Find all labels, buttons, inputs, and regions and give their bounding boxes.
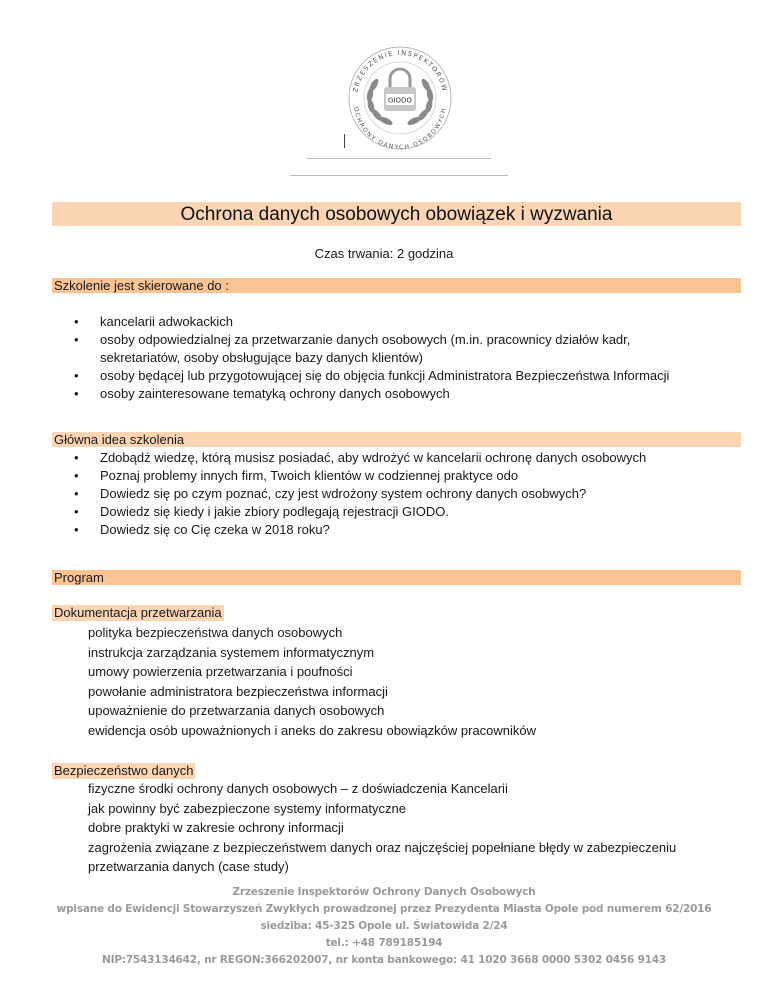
list-item [52,503,732,521]
header-divider-2 [290,175,508,176]
list-item-text: kancelarii adwokackich [100,314,233,329]
bullet-icon: • [74,332,79,347]
list-item: umowy powierzenia przetwarzania i poufności [88,664,353,679]
cursor-mark [344,134,345,148]
audience-heading [52,278,741,293]
list-item: upoważnienie do przetwarzania danych osobowych [88,703,385,718]
program-heading [52,570,741,585]
list-item: powołanie administratora bezpieczeństwa informacji [88,683,388,699]
bullet-icon: • [74,522,79,537]
list-item-text: Zdobądź wiedzę, którą musisz posiadać, aby wdrożyć w kancelarii ochronę danych osobowych [100,450,647,465]
list-item-text: osoby będącej lub przygotowującej się do objęcia funkcji Administratora Bezpieczeństwa Informacji [100,368,670,383]
list-item: przetwarzania danych (case study) [88,859,289,874]
list-item-text: sekretariatów, osoby obsługujące bazy danych klientów) [100,350,424,365]
list-item: zagrożenia związane z bezpieczeństwem danych oraz najczęściej popełniane błędy w zabezpieczeniu [88,839,677,855]
list-item-text: osoby zainteresowane tematyką ochrony danych osobowych [100,386,450,401]
footer-line: Zrzeszenie Inspektorów Ochrony Danych Osobowych [232,886,536,898]
list-item [52,485,732,503]
list-item: jak powinny być zabezpieczone systemy informatyczne [88,800,406,816]
bullet-icon: • [74,450,79,465]
security-heading: Bezpieczeństwo danych [54,763,194,778]
seal-top-text: ZRZESZENIE INSPEKTORÓW [351,48,449,94]
bullet-icon: • [74,386,79,401]
list-item: polityka bezpieczeństwa danych osobowych [88,625,343,640]
documentation-list [88,623,738,740]
list-item [52,449,732,467]
list-item-text: Dowiedz się co Cię czeka w 2018 roku? [100,522,330,537]
svg-text:OCHRONY DANYCH OSOBOWYCH [352,107,448,151]
list-item-text: Dowiedz się po czym poznać, czy jest wdrożony system ochrony danych osobwych? [100,486,587,501]
idea-heading [52,432,741,447]
security-list [88,779,738,877]
seal-center-text: GIODO [388,96,412,105]
list-item-text: Dowiedz się kiedy i jakie zbiory podlegają rejestracji GIODO. [100,504,449,519]
organization-seal-logo [332,45,468,151]
audience-list [52,313,732,403]
documentation-heading: Dokumentacja przetwarzania [54,605,222,620]
list-item [52,467,732,485]
footer-line: tel.: +48 789185194 [325,937,443,949]
document-title: Ochrona danych osobowych obowiązek i wyzwania [52,202,741,226]
idea-list [52,449,732,539]
list-item: instrukcja zarządzania systemem informatycznym [88,644,375,660]
seal-bottom-text: OCHRONY DANYCH OSOBOWYCH [352,106,448,151]
list-item: dobre praktyki w zakresie ochrony informacji [88,820,344,835]
list-item-text: osoby odpowiedzialnej za przetwarzanie danych osobowych (m.in. pracownicy działów kadr, [100,332,631,347]
bullet-icon: • [74,368,79,383]
list-item [52,313,732,331]
list-item [52,367,732,385]
list-item-continuation [52,349,732,367]
footer-line: NIP:7543134642, nr REGON:366202007, nr konta bankowego: 41 1020 3668 0000 5302 0456 9143 [102,954,666,966]
bullet-icon: • [74,486,79,501]
seal-graphic [332,45,468,151]
list-item: ewidencja osób upoważnionych i aneks do zakresu obowiązków pracowników [88,722,537,738]
audience-heading-label: Szkolenie jest skierowane do : [54,278,229,293]
list-item [52,521,732,539]
list-item: fizyczne środki ochrony danych osobowych – z doświadczenia Kancelarii [88,781,508,796]
list-item [52,385,732,403]
bullet-icon: • [74,468,79,483]
duration-text: Czas trwania: 2 godzina [314,246,454,261]
header-divider-1 [307,158,491,159]
list-item [52,331,732,349]
bullet-icon: • [74,504,79,519]
footer-line: wpisane do Ewidencji Stowarzyszeń Zwykłych prowadzonej przez Prezydenta Miasta Opole pod numerem 62/2016 [56,903,712,915]
page-footer [0,884,768,969]
list-item-text: Poznaj problemy innych firm, Twoich klientów w codziennej praktyce odo [100,468,519,483]
footer-line: siedziba: 45-325 Opole ul. Światowida 2/24 [260,920,508,932]
padlock-icon [384,69,416,111]
bullet-icon: • [74,314,79,329]
idea-heading-label: Główna idea szkolenia [54,432,185,447]
program-heading-label: Program [54,570,104,585]
